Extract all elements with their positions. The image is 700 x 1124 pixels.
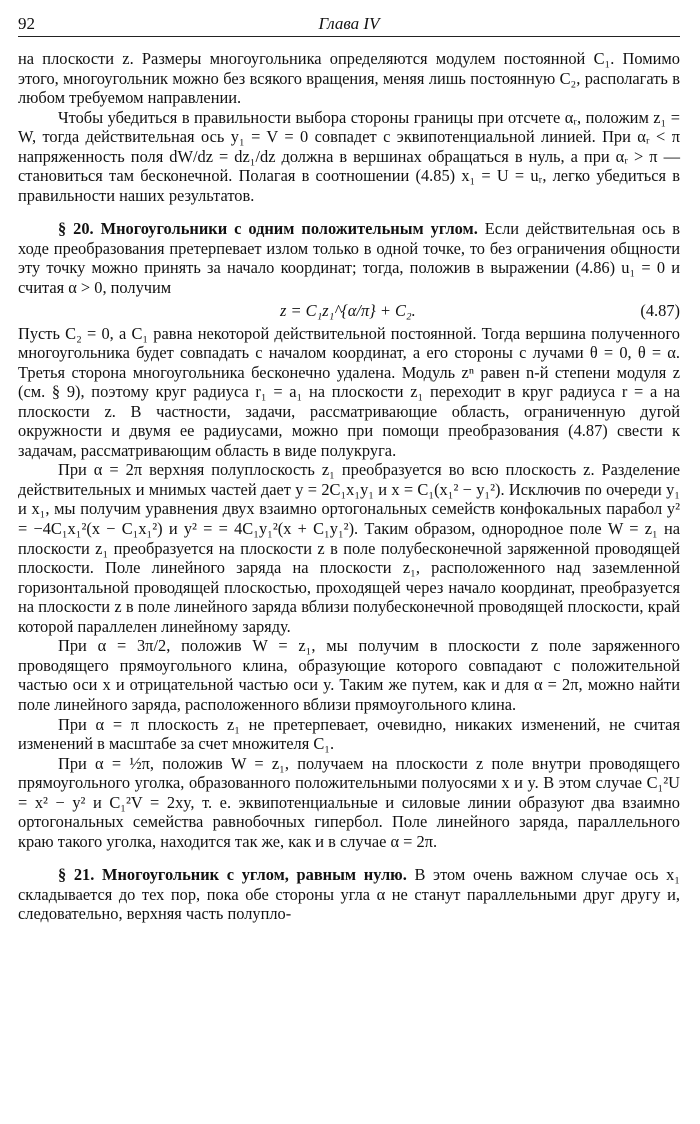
- section-20-heading: § 20. Многоугольники с одним положительным углом.: [58, 219, 478, 239]
- paragraph-alpha-pi: При α = π плоскость z₁ не претерпевает, очевидно, никаких изменений, не считая изменений в масштабе за счет множителя C₁.: [18, 714, 680, 754]
- paragraph-alpha-half-pi: При α = ½π, положив W = z₁, получаем на плоскости z поле внутри проводящего прямоугольного уголка, образованного положительными полуосями x и y. В этом случае C₁²U = x² − y² и C₁²V = 2xy, т. е. эквипотенциальные и силовые линии образуют два взаимно ортогональных семейства равнобочных гипербол. Поле линейного заряда, параллельного краю такого уголка, находится так же, как и в случае α = 2π.: [18, 753, 680, 851]
- paragraph-alpha-2pi: При α = 2π верхняя полуплоскость z₁ преобразуется во всю плоскость z. Разделение действительных и мнимых частей дает y = 2C₁x₁y₁ и x = C₁(x₁² − y₁²). Исключив по очереди y₁ и x₁, мы получим уравнения двух взаимно ортогональных семейств конфокальных парабол y² = −4C₁x₁²(x − C₁x₁²) и y² = = 4C₁y₁²(x + C₁y₁²). Таким образом, однородное поле W = z₁ на плоскости z₁ преобразуется на плоскости z в поле полубесконечной заряженной проводящей плоскости. Поле линейного заряда на плоскости z₁, расположенного над заземленной горизонтальной проводящей плоскостью, проходящей через начало координат, преобразуется на плоскости z в поле линейного заряда вблизи полубесконечной проводящей плоскости, край которой параллелен линейному заряду.: [18, 460, 680, 636]
- running-title: Глава IV: [318, 14, 380, 33]
- paragraph-alpha-3pi-2: При α = 3π/2, положив W = z₁, мы получим в плоскости z поле заряженного проводящего прямоугольного клина, образующие которого совпадают с положительной частью оси x и отрицательной частью оси y. Таким же путем, как и для α = 2π, можно найти поле линейного заряда, расположенного вблизи прямоугольного клина.: [18, 636, 680, 714]
- equation-formula: z = C₁z₁^{α/π} + C₂.: [280, 300, 416, 320]
- page-header: [18, 10, 680, 37]
- paragraph-check-side: Чтобы убедиться в правильности выбора стороны границы при отсчете αᵣ, положим z₁ = W, тогда действительная ось y₁ = V = 0 совпадет с эквипотенциальной линией. При αᵣ < π напряженность поля dW/dz = dz₁/dz должна в вершинах обращаться в нуль, а при αᵣ > π — становиться там бесконечной. Полагая в соотношении (4.85) x₁ = U = uᵣ, легко убедиться в правильности наших результатов.: [18, 107, 680, 205]
- section-21: [18, 865, 680, 924]
- section-21-intro-text: В этом очень важном случае ось x₁ складывается до тех пор, пока обе стороны угла α не станут параллельными друг другу и, следовательно, верхняя часть полупло-: [18, 865, 680, 924]
- section-20: [18, 219, 680, 851]
- section-20-intro-text: Если действительная ось в ходе преобразования претерпевает излом только в одной точке, то без ограничения общности эту точку можно принять за начало координат; тогда, положив в выражении (4.86) u₁ = 0 и считая α > 0, получим: [18, 219, 680, 298]
- equation-number: (4.87): [640, 300, 680, 320]
- paragraph-let-c2: Пусть C₂ = 0, а C₁ равна некоторой действительной постоянной. Тогда вершина полученного многоугольника будет совпадать с началом координат, а его стороны с лучами θ = 0, θ = α. Третья сторона многоугольника бесконечно удалена. Модуль zⁿ равен n-й степени модуля z (см. § 9), поэтому круг радиуса r₁ = a₁ на плоскости z₁ переходит в круг радиуса r = a на плоскости z. В частности, задачи, рассматривающие область, ограниченную дугой окружности и двумя ее радиусами, можно при помощи преобразования (4.87) свести к задачам, рассматривающим область в виде полукруга.: [18, 323, 680, 460]
- book-page: [18, 10, 680, 924]
- page-number: 92: [18, 14, 35, 33]
- equation-4-87: [18, 298, 680, 324]
- section-21-intro-paragraph: [18, 865, 680, 924]
- paragraph-continuation: на плоскости z. Размеры многоугольника определяются модулем постоянной C₁. Помимо этого, многоугольник можно без всякого вращения, меняя лишь постоянную C₂, располагать в любом требуемом направлении.: [18, 49, 680, 108]
- section-20-intro-paragraph: [18, 219, 680, 297]
- section-21-heading: § 21. Многоугольник с углом, равным нулю.: [58, 865, 407, 885]
